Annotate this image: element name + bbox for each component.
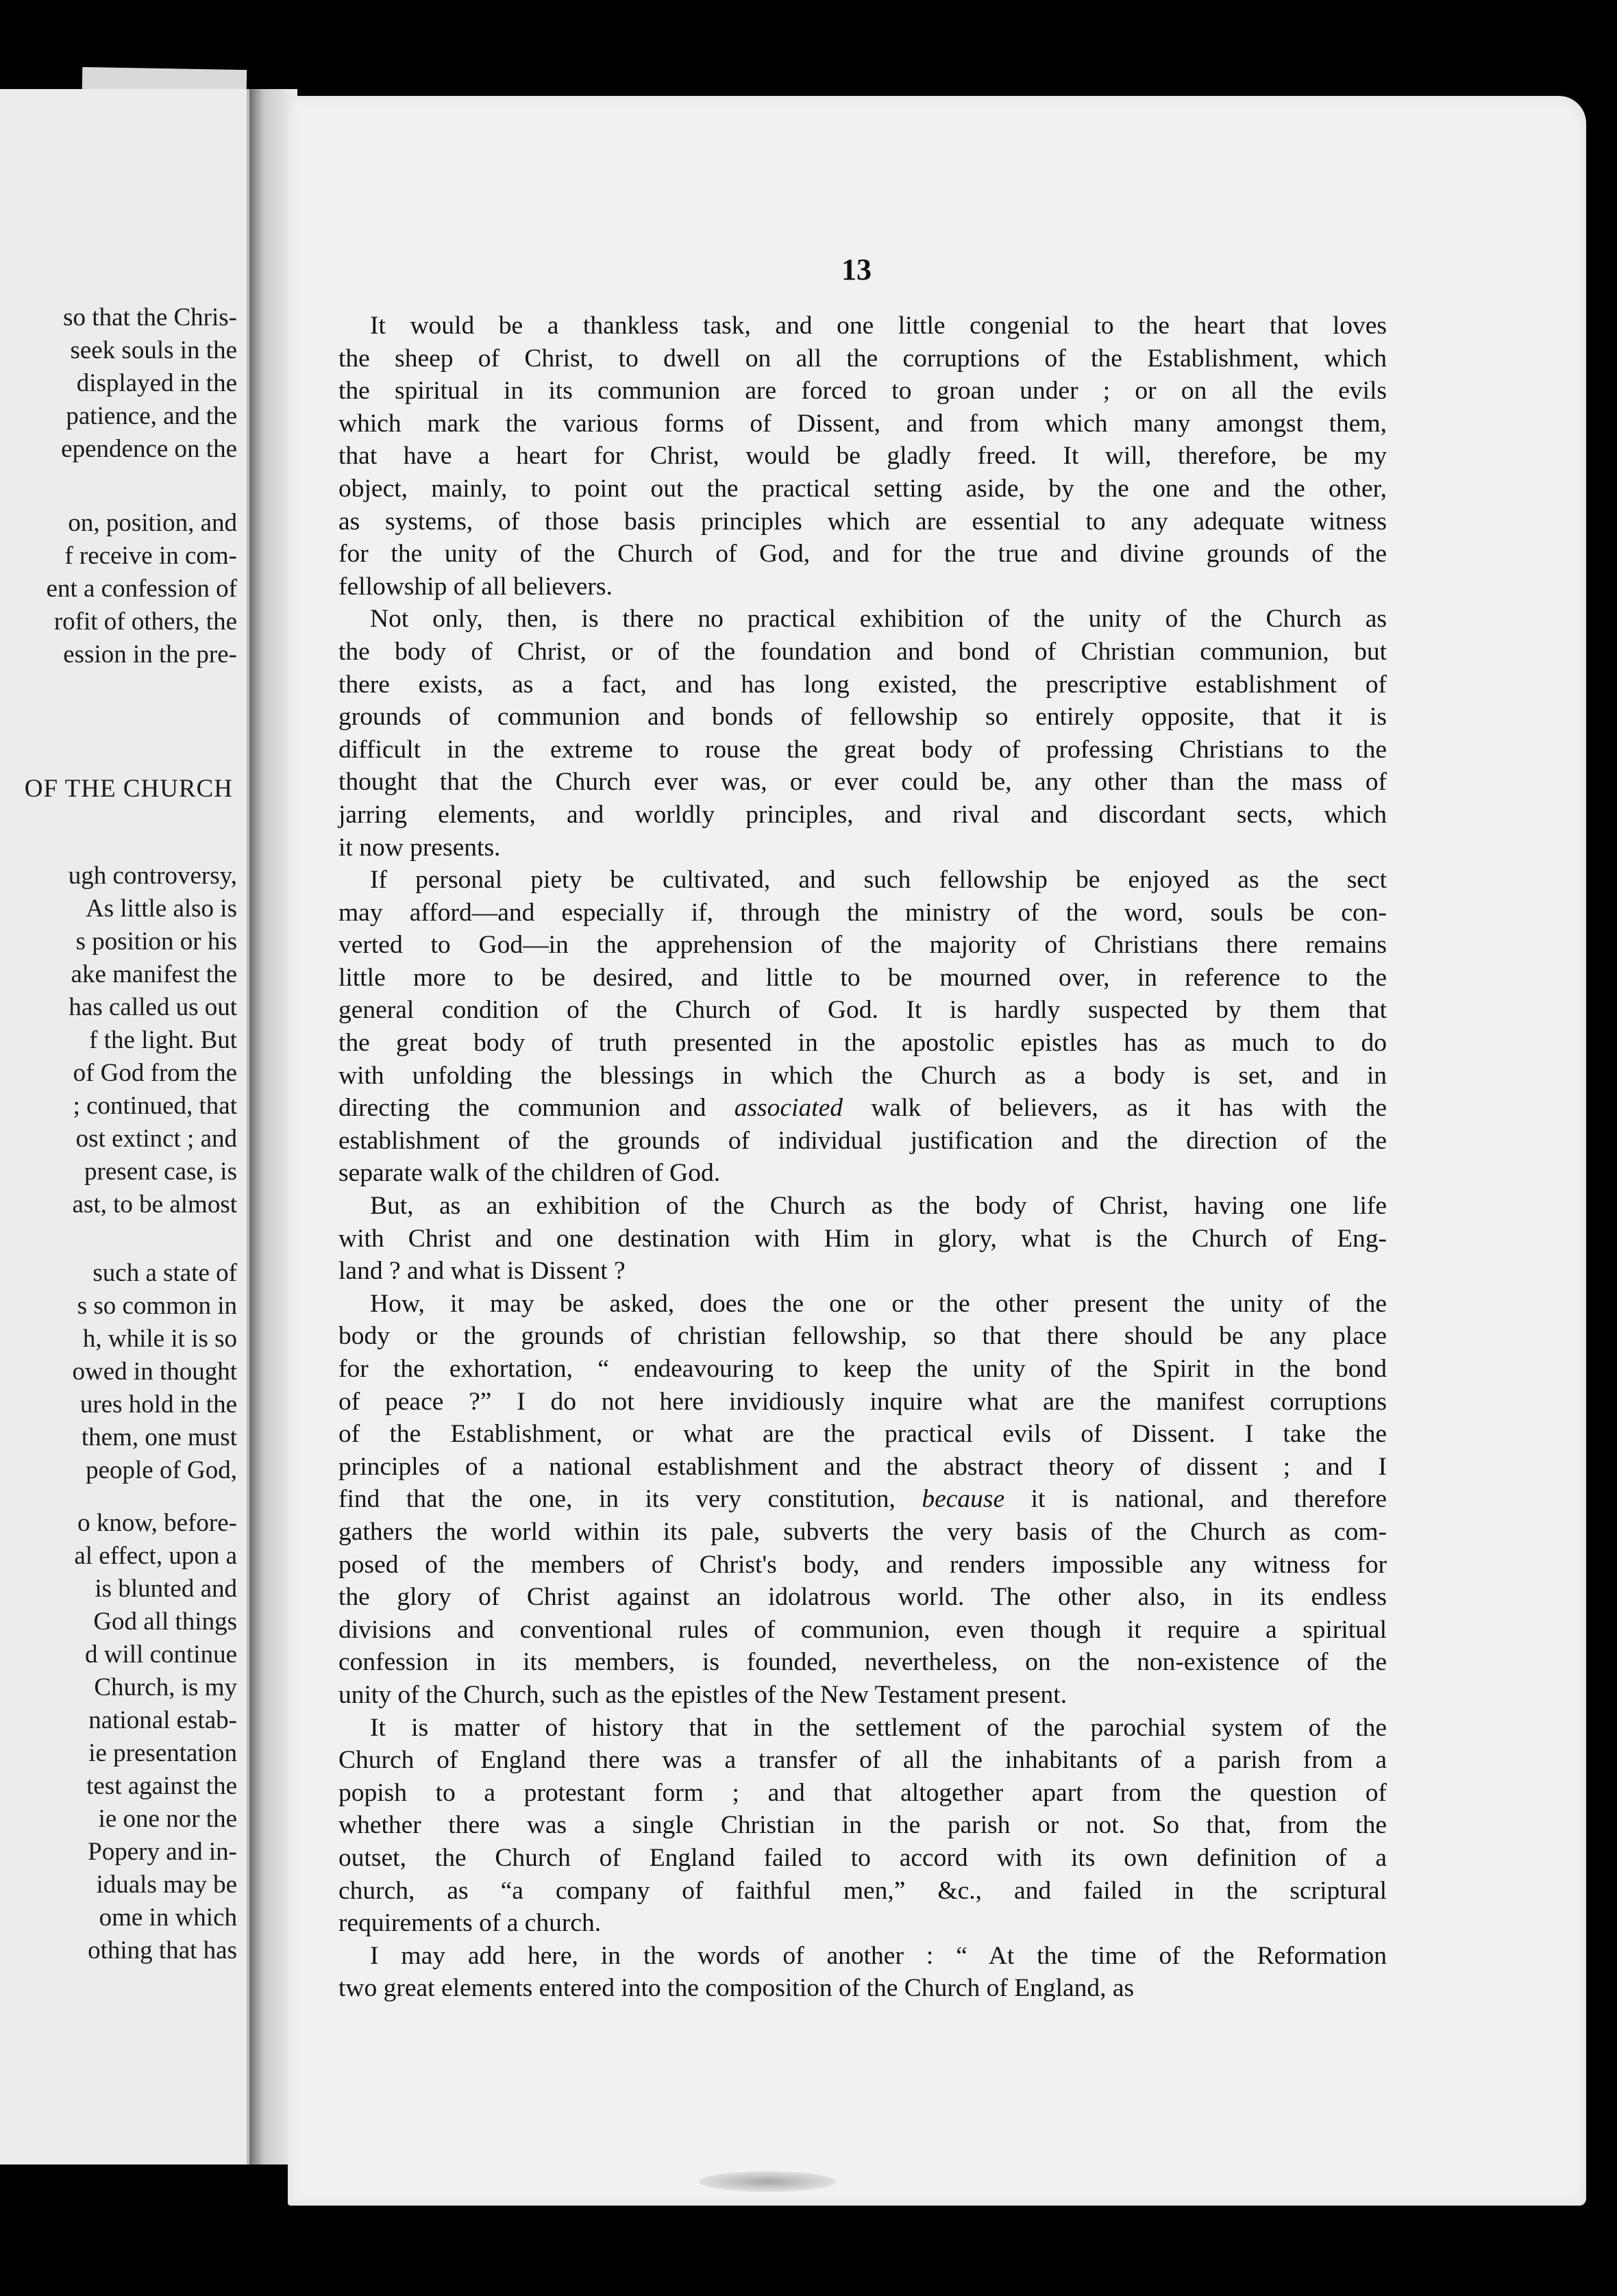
left-fragment-line: seek souls in the xyxy=(70,336,237,364)
left-fragment-line: ent a confession of xyxy=(46,575,237,603)
text-line: of the Establishment, or what are the practical evils of Dissent. I take the xyxy=(338,1420,1387,1449)
text-line: principles of a national establishment and the abstract theory of dissent ; and I xyxy=(338,1452,1387,1481)
left-fragment-line: ome in which xyxy=(99,1904,237,1932)
left-fragment-line: ake manifest the xyxy=(71,960,237,988)
text-line: verted to God—in the apprehension of the majority of Christians there remains xyxy=(338,931,1387,960)
text-line: confession in its members, is founded, nevertheless, on the non-existence of the xyxy=(338,1648,1387,1677)
paper-edge-mark xyxy=(82,67,247,92)
left-fragment-line: s position or his xyxy=(75,927,237,956)
paragraph xyxy=(338,1712,1387,1940)
text-line: directing the communion and associated walk of believers, as it has with the xyxy=(338,1094,1387,1123)
text-line: jarring elements, and worldly principles, and rival and discordant sects, which xyxy=(338,800,1387,829)
left-fragment-block-4 xyxy=(0,1257,237,1487)
left-fragment-line: such a state of xyxy=(92,1259,237,1287)
left-fragment-line: is blunted and xyxy=(95,1575,237,1603)
text-line: find that the one, in its very constitution, because it is national, and therefore xyxy=(338,1485,1387,1514)
text-line: for the exhortation, “ endeavouring to keep the unity of the Spirit in the bond xyxy=(338,1355,1387,1383)
text-line: It would be a thankless task, and one little congenial to the heart that loves xyxy=(370,312,1387,340)
text-line: separate walk of the children of God. xyxy=(338,1159,721,1188)
left-fragment-line: on, position, and xyxy=(68,509,237,537)
left-fragment-line: h, while it is so xyxy=(82,1325,237,1353)
left-fragment-line: s so common in xyxy=(77,1292,237,1320)
paragraph xyxy=(338,1288,1387,1712)
text-line: divisions and conventional rules of communion, even though it require a spiritual xyxy=(338,1615,1387,1644)
text-line: posed of the members of Christ's body, and renders impossible any witness for xyxy=(338,1550,1387,1579)
left-fragment-line: ependence on the xyxy=(61,435,237,463)
page-body-text xyxy=(338,310,1387,2005)
left-fragment-line: God all things xyxy=(93,1608,237,1636)
left-fragment-line: present case, is xyxy=(84,1158,237,1186)
text-line: object, mainly, to point out the practical setting aside, by the one and the other, xyxy=(338,474,1387,503)
text-line: land ? and what is Dissent ? xyxy=(338,1257,626,1286)
left-fragment-line: ie presentation xyxy=(88,1739,237,1767)
left-fragment-line: ession in the pre- xyxy=(63,640,237,669)
text-line: If personal piety be cultivated, and such fellowship be enjoyed as the sect xyxy=(370,866,1387,895)
left-fragment-line: so that the Chris- xyxy=(63,303,237,332)
left-fragment-line: o know, before- xyxy=(77,1509,237,1537)
previous-page-strip xyxy=(0,89,249,2164)
left-fragment-line: ; continued, that xyxy=(73,1092,237,1120)
text-line: How, it may be asked, does the one or the other present the unity of the xyxy=(370,1289,1387,1318)
left-fragment-line: rofit of others, the xyxy=(53,608,237,636)
text-line: little more to be desired, and little to be mourned over, in reference to the xyxy=(338,963,1387,992)
text-line: body or the grounds of christian fellowship, so that there should be any place xyxy=(338,1322,1387,1351)
text-line: the body of Christ, or of the foundation and bond of Christian communion, but xyxy=(338,637,1387,666)
left-fragment-line: them, one must xyxy=(81,1423,237,1451)
text-line: may afford—and especially if, through the ministry of the word, souls be con- xyxy=(338,898,1387,927)
left-fragment-line: Popery and in- xyxy=(88,1838,237,1866)
left-fragment-line: has called us out xyxy=(69,993,237,1021)
text-line: fellowship of all believers. xyxy=(338,572,613,601)
text-line: unity of the Church, such as the epistles of the New Testament present. xyxy=(338,1680,1067,1709)
text-line: the spiritual in its communion are forced to groan under ; or on all the evils xyxy=(338,377,1387,405)
left-fragment-line: patience, and the xyxy=(66,402,237,430)
text-line: that have a heart for Christ, would be gladly freed. It will, therefore, be my xyxy=(338,442,1387,471)
left-fragment-line: f the light. But xyxy=(89,1026,237,1054)
text-line: I may add here, in the words of another : “ At the time of the Reformation xyxy=(370,1941,1387,1970)
text-line: requirements of a church. xyxy=(338,1909,602,1938)
text-line: difficult in the extreme to rouse the great body of professing Christians to the xyxy=(338,735,1387,764)
text-line: with unfolding the blessings in which the Church as a body is set, and in xyxy=(338,1061,1387,1090)
text-line: of peace ?” I do not here invidiously inquire what are the manifest corruptions xyxy=(338,1387,1387,1416)
text-line: thought that the Church ever was, or ever could be, any other than the mass of xyxy=(338,768,1387,797)
text-line: establishment of the grounds of individual justification and the direction of the xyxy=(338,1126,1387,1155)
text-line: it now presents. xyxy=(338,833,501,862)
text-line: Not only, then, is there no practical exhibition of the unity of the Church as xyxy=(370,605,1387,634)
left-fragment-line: iduals may be xyxy=(96,1871,237,1899)
left-fragment-line: othing that has xyxy=(88,1936,237,1964)
left-fragment-line: displayed in the xyxy=(76,369,237,397)
text-line: grounds of communion and bonds of fellowship so entirely opposite, that it is xyxy=(338,703,1387,732)
paragraph xyxy=(338,603,1387,864)
paragraph xyxy=(338,1190,1387,1288)
left-fragment-line: al effect, upon a xyxy=(74,1542,237,1570)
text-line: there exists, as a fact, and has long existed, the prescriptive establishment of xyxy=(338,670,1387,699)
left-page-heading: OF THE CHURCH xyxy=(24,775,233,803)
text-line: gathers the world within its pale, subverts the very basis of the Church as com- xyxy=(338,1517,1387,1546)
left-fragment-line: people of God, xyxy=(86,1456,237,1484)
left-fragment-line: test against the xyxy=(86,1772,237,1800)
text-line: which mark the various forms of Dissent, and from which many amongst them, xyxy=(338,409,1387,438)
left-fragment-line: ie one nor the xyxy=(98,1805,237,1833)
text-line: But, as an exhibition of the Church as the body of Christ, having one life xyxy=(370,1192,1387,1221)
text-line: outset, the Church of England failed to accord with its own definition of a xyxy=(338,1843,1387,1872)
text-line: It is matter of history that in the settlement of the parochial system of the xyxy=(370,1713,1387,1742)
text-line: for the unity of the Church of God, and for the true and divine grounds of the xyxy=(338,540,1387,569)
left-fragment-block-5 xyxy=(0,1507,237,1967)
left-fragment-line: Church, is my xyxy=(94,1673,237,1701)
page-scuff-mark xyxy=(699,2171,836,2192)
paragraph xyxy=(338,1940,1387,2005)
text-line: with Christ and one destination with Him in glory, what is the Church of Eng- xyxy=(338,1224,1387,1253)
text-line: the great body of truth presented in the apostolic epistles has as much to do xyxy=(338,1029,1387,1058)
text-line: whether there was a single Christian in the parish or not. So that, from the xyxy=(338,1811,1387,1840)
left-fragment-line: As little also is xyxy=(86,895,237,923)
text-line: general condition of the Church of God. It is hardly suspected by them that xyxy=(338,996,1387,1025)
left-fragment-line: national estab- xyxy=(88,1706,237,1734)
left-fragment-line: ures hold in the xyxy=(79,1390,237,1419)
left-fragment-line: ost extinct ; and xyxy=(75,1125,237,1153)
left-fragment-block-1 xyxy=(0,301,237,466)
left-fragment-line: ugh controversy, xyxy=(68,862,237,890)
left-fragment-line: of God from the xyxy=(73,1059,237,1087)
paragraph xyxy=(338,310,1387,603)
text-line: church, as “a company of faithful men,” &c., and failed in the scriptural xyxy=(338,1876,1387,1905)
left-fragment-line: owed in thought xyxy=(72,1358,237,1386)
left-fragment-line: d will continue xyxy=(85,1640,237,1669)
text-line: popish to a protestant form ; and that altogether apart from the question of xyxy=(338,1778,1387,1807)
page-number: 13 xyxy=(841,253,872,286)
text-line: the glory of Christ against an idolatrous world. The other also, in its endless xyxy=(338,1583,1387,1612)
text-line: as systems, of those basis principles which are essential to any adequate witness xyxy=(338,507,1387,536)
paragraph xyxy=(338,864,1387,1190)
left-fragment-line: f receive in com- xyxy=(64,542,237,570)
left-fragment-block-3 xyxy=(0,860,237,1221)
text-line: two great elements entered into the composition of the Church of England, as xyxy=(338,1974,1135,2003)
left-fragment-block-2 xyxy=(0,507,237,671)
text-line: the sheep of Christ, to dwell on all the corruptions of the Establishment, which xyxy=(338,344,1387,373)
left-fragment-line: ast, to be almost xyxy=(72,1190,237,1219)
text-line: Church of England there was a transfer of all the inhabitants of a parish from a xyxy=(338,1746,1387,1775)
